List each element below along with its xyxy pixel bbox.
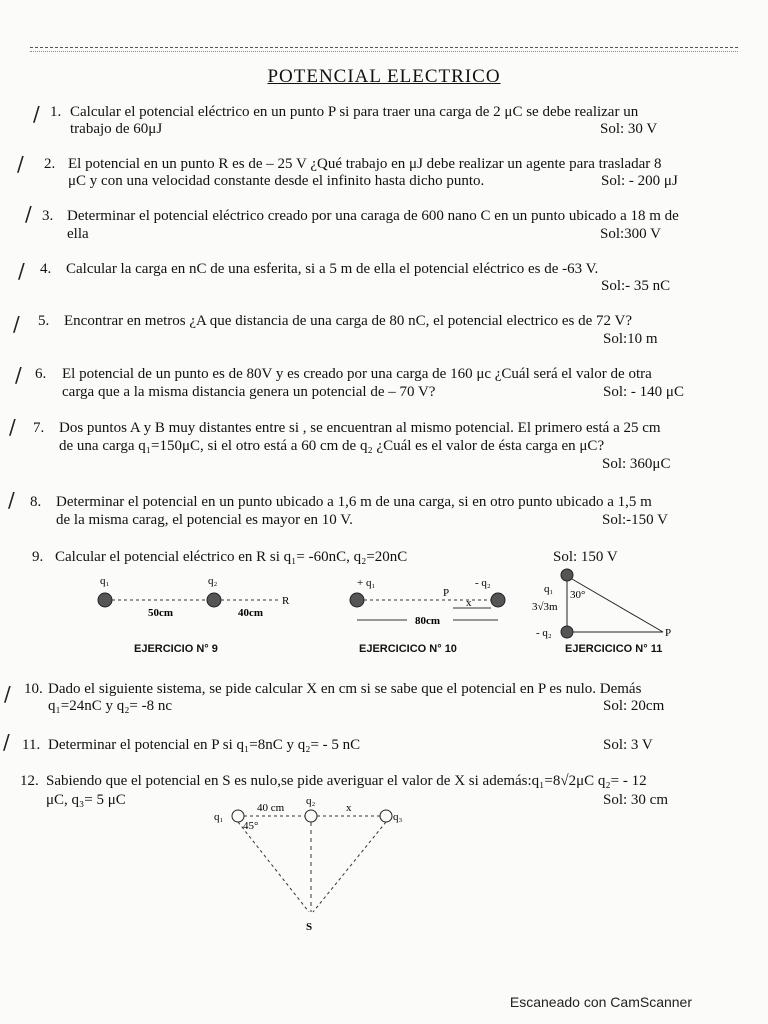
solution: Sol: 360μC [602,456,671,472]
label-S: S [306,921,313,933]
problem-text-line: ella [67,226,89,242]
solution: Sol:- 35 nC [601,278,671,294]
solution: Sol: 30 V [600,121,658,137]
check-mark-3: / [25,202,32,226]
charge-q2 [207,593,221,607]
label-q2: - q₂ [536,627,552,639]
angle-label: 30° [570,589,586,601]
label-q2: q₂ [208,575,218,587]
distance-label: 80cm [415,615,441,627]
problem-number: 5. [38,313,50,329]
check-mark-8: / [8,488,15,512]
check-mark-7: / [9,415,16,439]
problem-text-line: carga que a la misma distancia genera un potencial de – 70 V? [62,384,436,400]
problem-text-line: Calcular el potencial eléctrico en un punto P si para traer una carga de 2 μC se debe realizar un [70,104,639,120]
problem-number: 7. [33,420,45,436]
problem-text-line: μC y con una velocidad constante desde el infinito hasta dicho punto. [68,173,485,189]
problem-text-line: de la misma carag, el potencial es mayor en 10 V. [56,512,353,528]
charge-q2 [305,810,317,822]
solution: Sol: 150 V [553,549,618,565]
problem-text-line: El potencial en un punto R es de – 25 V ¿Qué trabajo en μJ debe realizar un agente para trasladar 8 [68,156,662,172]
label-q1: q₁ [214,811,224,823]
solution: Sol: 3 V [603,737,653,753]
problem-text-line: Determinar el potencial en P si q₁=8nC y q₂= - 5 nC [48,737,361,753]
solution: Sol:10 m [603,331,658,347]
problem-text-line: μC, q₃= 5 μC [46,792,126,808]
label-q1: + q₁ [357,577,376,589]
problem-text-line: Sabiendo que el potencial en S es nulo,se pide averiguar el valor de X si además:q₁=8√2μC q₂= - 12 [46,773,647,789]
distance-1: 50cm [148,607,174,619]
label-x: x [466,597,472,609]
figure-ejercicio-9 [80,570,310,630]
figure-caption: EJERCICIO N° 9 [134,643,218,655]
dashed-line [313,822,386,912]
scanner-watermark: Escaneado con CamScanner [509,994,692,1010]
problem-text-line: trabajo de 60μJ [70,121,163,137]
label-q2: q₂ [306,795,316,807]
figure-caption: EJERCICICO N° 10 [359,643,457,655]
problem-number: 6. [35,366,47,382]
label-q1: q₁ [544,583,554,595]
problem-text-line: Calcular el potencial eléctrico en R si q₁= -60nC, q₂=20nC [55,549,408,565]
label-R: R [282,595,290,607]
dashed-line [238,822,309,912]
solution: Sol: - 140 μC [603,384,684,400]
check-mark-10: / [4,682,11,706]
angle-label: 45° [243,820,259,832]
figure-ejercicio-10 [335,574,515,630]
charge-q1 [561,569,573,581]
problem-number: 11. [22,737,41,753]
problem-number: 10. [24,681,43,697]
check-mark-6: / [15,363,22,387]
problem-number: 8. [30,494,42,510]
problem-number: 4. [40,261,52,277]
problem-number: 3. [42,208,54,224]
charge-q2 [491,593,505,607]
problem-text-line: Determinar el potencial eléctrico creado por una caraga de 600 nano C en un punto ubicado a 18 m de [67,208,679,224]
solution: Sol:-150 V [602,512,668,528]
figure-caption: EJERCICICO N° 11 [565,643,663,655]
problem-text-line: q₁=24nC y q₂= -8 nc [48,698,173,714]
problem-text-line: Determinar el potencial en un punto ubicado a 1,6 m de una carga, si en otro punto ubicado a 1,5 m [56,494,652,510]
figure-ejercicio-12 [210,792,420,936]
label-q1: q₁ [100,575,110,587]
distance-label: 40 cm [257,802,285,814]
solution: Sol:300 V [600,226,661,242]
distance-2: 40cm [238,607,264,619]
solution: Sol: - 200 μJ [601,173,678,189]
figure-ejercicio-11 [528,566,688,642]
problem-text-line: de una carga q₁=150μC, si el otro está a 60 cm de q₂ ¿Cuál es el valor de ésta carga en μC? [59,438,605,454]
check-mark-1: / [33,102,40,126]
label-P: P [665,627,672,639]
label-x: x [346,802,352,814]
side-label: 3√3m [532,601,558,613]
label-q3: q₃ [393,811,403,823]
label-q2: - q₂ [475,577,491,589]
label-P: P [443,587,450,599]
problem-number: 12. [20,773,39,789]
check-mark-11: / [3,730,10,754]
check-mark-4: / [18,259,25,283]
solution: Sol: 20cm [603,698,665,714]
charge-q1 [98,593,112,607]
charge-q1 [350,593,364,607]
page-title: POTENCIAL ELECTRICO [267,66,501,87]
problem-number: 2. [44,156,56,172]
page-top-edge [30,47,738,52]
problem-text-line: El potencial de un punto es de 80V y es creado por una carga de 160 μc ¿Cuál será el valor de otra [62,366,652,382]
charge-q2 [561,626,573,638]
charge-q3 [380,810,392,822]
problem-number: 1. [50,104,62,120]
problem-number: 9. [32,549,44,565]
check-mark-2: / [17,152,24,176]
problem-text-line: Calcular la carga en nC de una esferita, si a 5 m de ella el potencial eléctrico es de -63 V. [66,261,599,277]
hypotenuse [572,579,663,632]
problem-text-line: Encontrar en metros ¿A que distancia de una carga de 80 nC, el potencial electrico es de 72 V? [64,313,632,329]
check-mark-5: / [13,312,20,336]
problem-text-line: Dado el siguiente sistema, se pide calcular X en cm si se sabe que el potencial en P es nulo. Demás [48,681,642,697]
problem-text-line: Dos puntos A y B muy distantes entre si , se encuentran al mismo potencial. El primero está a 25 cm [59,420,661,436]
solution: Sol: 30 cm [603,792,669,808]
